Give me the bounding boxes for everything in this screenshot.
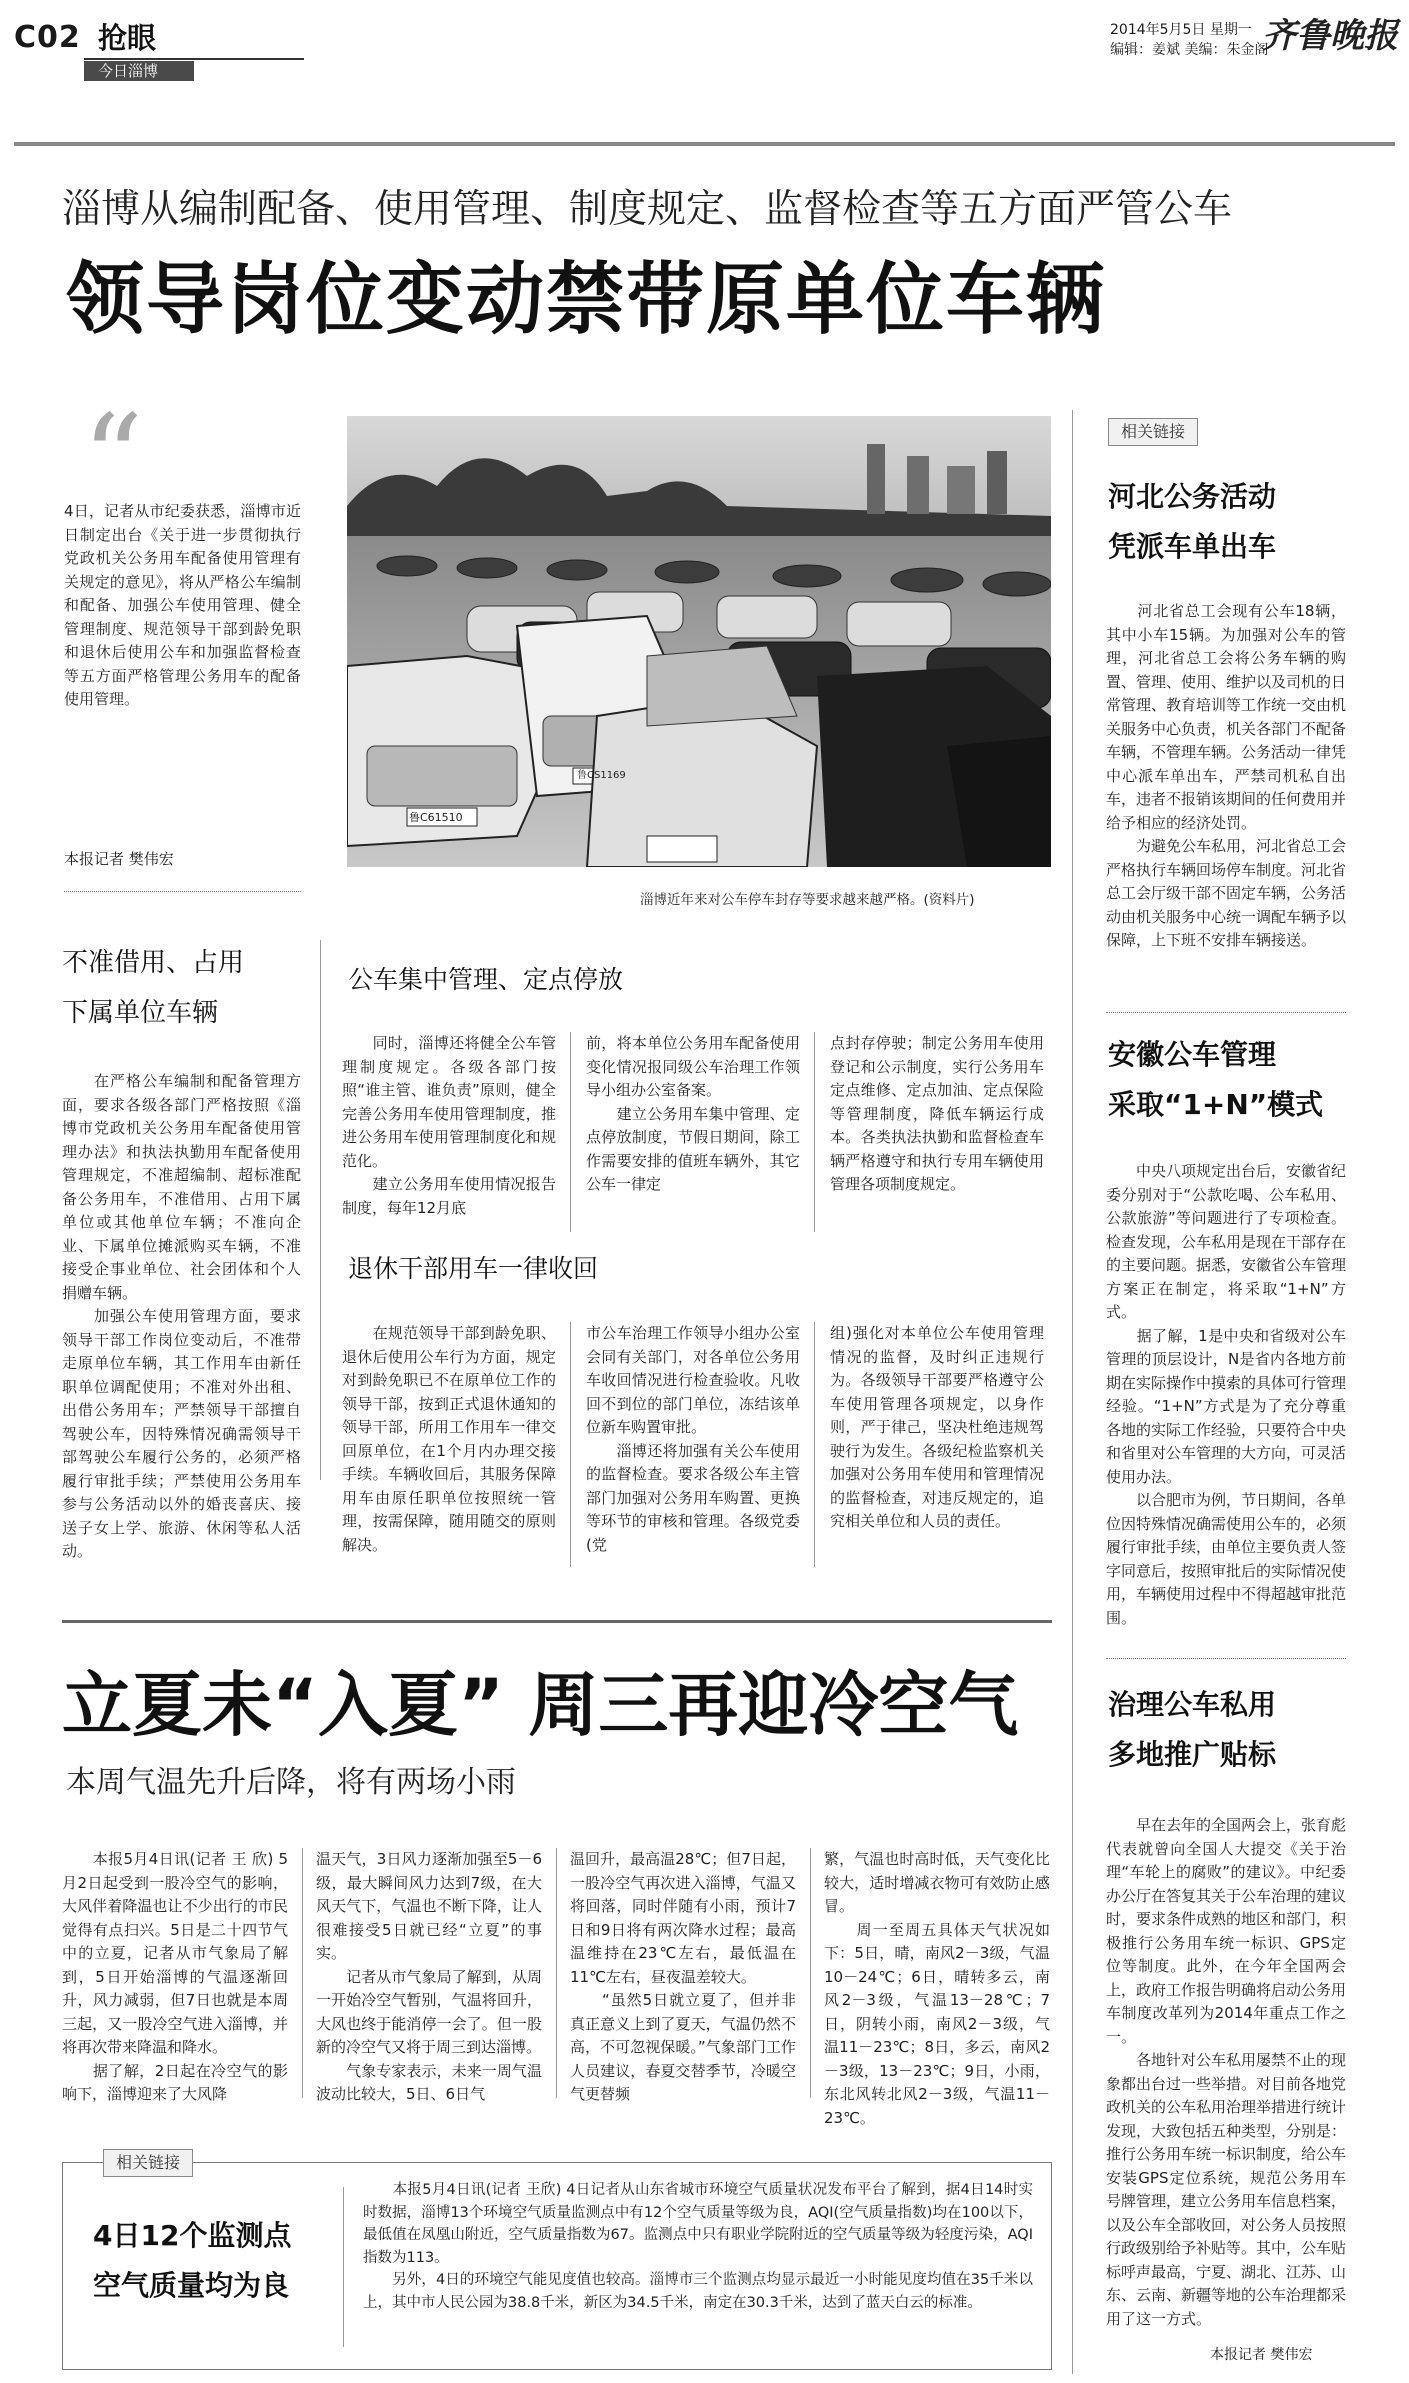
left-subhead-line1: 不准借用、占用: [62, 948, 245, 978]
section-name: 抢眼: [98, 21, 157, 55]
sidebar-item1-body: 河北省总工会现有公车18辆，其中小车15辆。为加强对公车的管理，河北省总工会将公务车辆的购置、管理、使用、维护以及司机的日常管理、教育培训等工作统一交由机关服务中心负责，机关各部门不配备车辆，不管理车辆。公务活动一律凭中心派车单出车，严禁司机私自出车，违者不报销该期间的任何费用并给予相应的经济处罚。 为避免公车私用，河北省总工会严格执行车辆回场停车制度。河北省总工会厅级干部不固定车辆，公务活动由机关服务中心统一调配车辆予以保障，上下班不安排车辆接送。: [1106, 602, 1347, 949]
sub1-col2: 前，将本单位公务用车配备使用变化情况报同级公车治理工作领导小组办公室备案。 建立公务用车集中管理、定点停放制度，节假日期间，除工作需要安排的值班车辆外，其它公车一律定: [586, 1034, 800, 1193]
sidebar-item3-body: 早在去年的全国两会上，张育彪代表就曾向全国人大提交《关于治理“车轮上的腐败”的建议》。中纪委办公厅在答复其关于公车治理的建议时，要求条件成熟的地区和部门，积极推行公务用车统一标识、GPS定位等制度。此外，在今年全国两会上，政府工作报告明确将启动公务用车制度改革列为2014年重点工作之一。 各地针对公车私用屡禁不止的现象都出台过一些举措。对目前各地党政机关的公车私用治理举措进行统计发现，大致包括五种类型，分别是：推行公务用车统一标识制度，给公车安装GPS定位系统，规范公务用车号牌管理，建立公务用车信息档案，以及公车全部收回，对公务人员按照行政级别给予补贴等。其中，公车贴标呼声最高，宁夏、湖北、江苏、山东、云南、新疆等地的公车治理都采用了这一方式。: [1106, 1816, 1347, 2328]
sub2-col2: 市公车治理工作领导小组办公室会同有关部门，对各单位公务用车收回情况进行检查验收。凡收回不到位的部门单位，冻结该单位新车购置审批。 淄博还将加强有关公车使用的监督检查。要求各级公车主管部门加强对公务用车购置、更换等环节的审核和管理。各级党委(党: [586, 1324, 800, 1554]
photo-caption: 淄博近年来对公车停车封存等要求越来越严格。(资料片): [640, 892, 975, 908]
sidebar-divider-1: [1106, 1012, 1346, 1013]
air-body: 本报5月4日讯(记者 王欣) 4日记者从山东省城市环境空气质量状况发布平台了解到，据4日14时实时数据，淄博13个环境空气质量监测点中有12个空气质量等级为良，AQI(空气质量指数)均在100以下，最低值在凤凰山附近，空气质量指数为67。监测点中只有职业学院附近的空气质量等级为轻度污染，AQI指数为113。 另外，4日的环境空气能见度值也较高。淄博市三个监测点均显示最近一小时能见度均值在35千米以上，其中市人民公园为38.8千米，新区为34.5千米，南定在30.3千米，达到了蓝天白云的标准。: [363, 2182, 1033, 2311]
story2-col3: 温回升，最高温28℃；但7日起，一股冷空气再次进入淄博，气温又将回落，同时伴随有小雨，预计7日和9日将有两次降水过程；最高温维持在23℃左右，最低温在11℃左右，昼夜温差较大。 “虽然5日就立夏了，但并非真正意义上到了夏天，气温仍然不高，不可忽视保暖。”气象部门工作人员建议，春夏交替季节，冷暖空气更替频: [570, 1850, 796, 2103]
sub1-divider-a: [570, 1032, 571, 1232]
sidebar-item2-title-line1: 安徽公车管理: [1108, 1038, 1277, 1071]
story2-deck: 本周气温先升后降，将有两场小雨: [66, 1765, 516, 1800]
story1-lede: 4日，记者从市纪委获悉，淄博市近日制定出台《关于进一步贯彻执行党政机关公务用车配备使用管理有关规定的意见》，将从严格公车编制和配备、加强公车使用管理、健全管理制度、规范领导干部到龄免职和退休后使用公车和加强监督检查等五方面严格管理公务用车的配备使用管理。: [64, 502, 301, 708]
sub2-col1: 在规范领导干部到龄免职、退休后使用公车行为方面，规定对到龄免职已不在原单位工作的领导干部，按到正式退休通知的领导干部，所用工作用车一律交回原单位，在1个月内办理交接手续。车辆收回后，其服务保障用车由原任职单位按照统一管理，按需保障，随用随交的原则解决。: [342, 1324, 556, 1554]
sub2-divider-a: [570, 1322, 571, 1567]
story2-headline: 立夏未“入夏” 周三再迎冷空气: [62, 1664, 1019, 1746]
sub2-title: 退休干部用车一律收回: [348, 1254, 599, 1283]
left-body: 在严格公车编制和配备管理方面，要求各级各部门严格按照《淄博市党政机关公务用车配备使用管理办法》和执法执勤用车配备使用管理规定，不准超编制、超标准配备公务用车，不准借用、占用下属单位或其他单位车辆；不准向企业、下属单位摊派购买车辆，不准接受企事业单位、社会团体和个人捐赠车辆。 加强公车使用管理方面，要求领导干部工作岗位变动后，不准带走原单位车辆，其工作用车由新任职单位调配使用；不准对外出租、出借公务用车；严禁领导干部擅自驾驶公车，因特殊情况确需领导干部驾驶公车履行公务的，必须严格履行审批手续；严禁使用公务用车参与公务活动以外的婚丧喜庆、接送子女上学、旅游、休闲等私人活动。: [62, 1072, 301, 1560]
story1-headline: 领导岗位变动禁带原单位车辆: [66, 255, 1107, 345]
sidebar-item2-body: 中央八项规定出台后，安徽省纪委分别对于“公款吃喝、公车私用、公款旅游”等问题进行了专项检查。检查发现，公车私用是现在干部存在的主要问题。据悉，安徽省公车管理方案正在制定，将采取“1+N”方式。 据了解，1是中央和省级对公车管理的顶层设计，N是省内各地方前期在实际操作中摸索的具体可行管理经验。“1+N”方式是为了充分尊重各地的实际工作经验，只要符合中央和省里对公车管理的大方向，可灵活使用办法。 以合肥市为例，节日期间，各单位因特殊情况确需使用公车的，必须履行审批手续，由单位主要负责人签字同意后，按照审批后的实际情况使用，车辆使用过程中不得超越审批范围。: [1106, 1162, 1347, 1627]
column-name: 今日淄博: [98, 62, 159, 80]
air-box: [62, 2153, 1052, 2370]
story1-kicker: 淄博从编制配备、使用管理、制度规定、监督检查等五方面严管公车: [62, 187, 1233, 232]
left-subhead-line2: 下属单位车辆: [62, 998, 219, 1028]
sub1-col3: 点封存停驶；制定公务用车使用登记和公示制度，实行公务用车定点维修、定点加油、定点保险等管理制度，降低车辆运行成本。各类执法执勤和监督检查车辆严格遵守和执行专用车辆使用管理各项制度规定。: [830, 1034, 1044, 1193]
air-title-line1: 4日12个监测点: [93, 2219, 292, 2252]
sidebar-item2-title-line2: 采取“1+N”模式: [1108, 1088, 1324, 1121]
editor-line: 编辑：姜斌 美编：朱金阁: [1110, 42, 1269, 58]
story2-col1: 本报5月4日讯(记者 王 欣) 5月2日起受到一股冷空气的影响，大风伴着降温也让不少出行的市民觉得有点扫兴。5日是二十四节气中的立夏，记者从市气象局了解到，5日开始淄博的气温逐渐回升，风力减弱，但7日也就是本周三起，又一股冷空气进入淄博，并将再次带来降温和降水。 据了解，2日起在冷空气的影响下，淄博迎来了大风降: [62, 1850, 288, 2103]
photo-plate-1: 鲁C61510: [409, 811, 463, 824]
sidebar-item1-title-line2: 凭派车单出车: [1108, 530, 1277, 563]
sub2-divider-b: [814, 1322, 815, 1567]
air-tag: 相关链接: [103, 2149, 193, 2177]
masthead-rule: [14, 142, 1395, 146]
sidebar-item3-title-line2: 多地推广贴标: [1108, 1738, 1277, 1771]
sidebar-item1-title: [1108, 472, 1276, 572]
sidebar-item3-title: [1108, 1680, 1276, 1780]
parking-lot-image: [347, 416, 1051, 867]
sidebar-item1-title-line1: 河北公务活动: [1108, 480, 1277, 513]
air-divider: [343, 2187, 344, 2347]
page-code: C02: [14, 20, 81, 55]
sub1-divider-b: [814, 1032, 815, 1232]
sidebar-item3-title-line1: 治理公车私用: [1108, 1688, 1277, 1721]
masthead: [0, 0, 1409, 80]
sub2-col3: 组)强化对本单位公车使用管理情况的监督，及时纠正违规行为。各级领导干部要严格遵守公车使用管理各项规定，以身作则，严于律己，坚决杜绝违规驾驶行为发生。各级纪检监察机关加强对公务用车使用和管理情况的监督检查，对违反规定的，追究相关单位和人员的责任。: [830, 1324, 1044, 1530]
sidebar-byline: 本报记者 樊伟宏: [1210, 2347, 1313, 2363]
sub1-title: 公车集中管理、定点停放: [348, 965, 624, 994]
story2-col2: 温天气，3日风力逐渐加强至5－6级，最大瞬间风力达到7级，在大风天气下，气温也不断下降，让人很难接受5日就已经“立夏”的事实。 记者从市气象局了解到，从周一开始冷空气暂别，气温将回升，大风也终于能消停一会了。但一股新的冷空气又将于周三到达淄博。 气象专家表示，未来一周气温波动比较大，5日、6日气: [316, 1850, 542, 2103]
sub1-col1: 同时，淄博还将健全公车管理制度规定。各级各部门按照“谁主管、谁负责”原则，健全完善公务用车使用管理制度，推进公务用车使用管理制度化和规范化。 建立公务用车使用情况报告制度，每年12月底: [342, 1034, 556, 1217]
story2-col4: 繁，气温也时高时低，天气变化比较大，适时增减衣物可有效防止感冒。 周一至周五具体天气状况如下：5日，晴，南风2－3级，气温10－24℃；6日，晴转多云，南风2－3级，气温13－28℃；7日，阴转小雨，南风2－3级，气温11－23℃；8日，多云，南风2－3级，13－23℃；9日，小雨，东北风转北风2－3级，气温11－23℃。: [824, 1850, 1050, 2127]
sidebar-divider: [1072, 410, 1073, 2374]
sidebar-item2-title: [1108, 1030, 1323, 1130]
lede-divider: [64, 891, 301, 892]
brand-logo: 齐鲁晚报: [1262, 16, 1398, 56]
date-line: 2014年5月5日 星期一: [1110, 22, 1252, 38]
sidebar-tag: 相关链接: [1108, 418, 1198, 446]
story1-byline: 本报记者 樊伟宏: [64, 850, 174, 868]
story2-divider-a: [302, 1848, 303, 2098]
photo-plate-2: 鲁CS1169: [577, 770, 626, 781]
story2-top-rule: [62, 1620, 1052, 1623]
story2-divider-b: [556, 1848, 557, 2098]
quote-mark: “: [82, 390, 144, 529]
air-title-line2: 空气质量均为良: [93, 2269, 290, 2302]
section-underline: [84, 58, 304, 60]
sidebar-divider-2: [1106, 1658, 1346, 1659]
left-subhead: [62, 938, 302, 1038]
story2-divider-c: [810, 1848, 811, 2098]
air-title: [93, 2211, 291, 2311]
left-col-divider: [320, 940, 321, 1480]
parking-photo: [347, 416, 1051, 867]
